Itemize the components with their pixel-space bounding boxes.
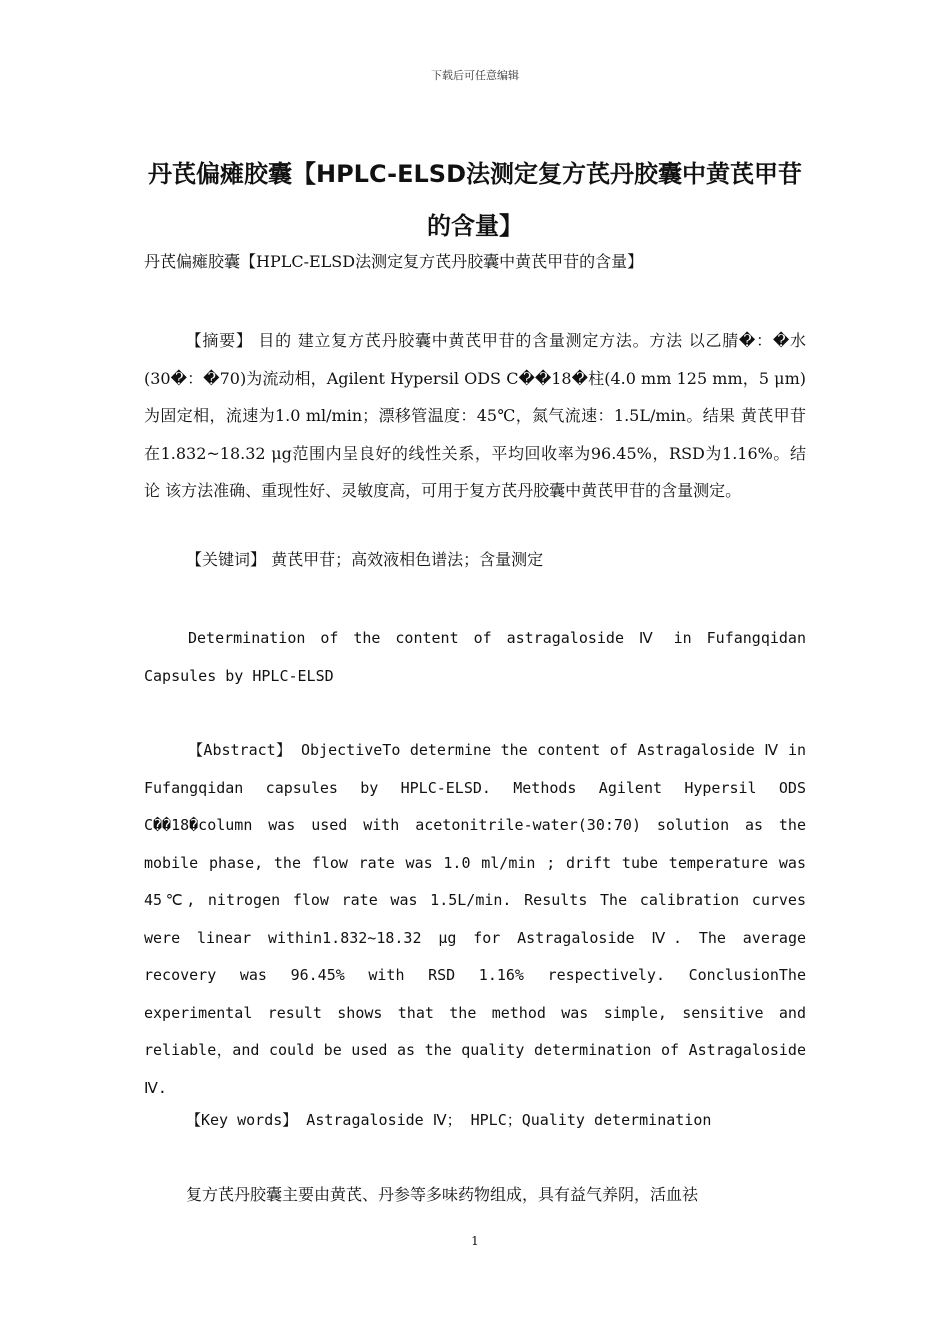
english-abstract-label: 【Abstract】 bbox=[188, 741, 292, 759]
page-number: 1 bbox=[471, 1234, 479, 1248]
chinese-keywords-text: 黄芪甲苷；高效液相色谱法；含量测定 bbox=[266, 550, 544, 569]
body-paragraph: 复方芪丹胶囊主要由黄芪、丹参等多味药物组成，具有益气养阴，活血祛 bbox=[186, 1185, 699, 1204]
english-abstract bbox=[144, 732, 806, 1107]
english-keywords-label: 【Key words】 bbox=[186, 1111, 298, 1129]
chinese-abstract-label: 【摘要】 bbox=[185, 331, 253, 350]
document-subtitle: 丹芪偏瘫胶囊【HPLC-ELSD法测定复方芪丹胶囊中黄芪甲苷的含量】 bbox=[144, 252, 644, 271]
chinese-keywords-label: 【关键词】 bbox=[186, 550, 267, 569]
chinese-abstract bbox=[144, 322, 806, 510]
chinese-abstract-text: 目的 建立复方芪丹胶囊中黄芪甲苷的含量测定方法。方法 以乙腈�：�水(30�：�70)为流动相，Agilent Hypersil ODS C��18�柱(4.0 mm 125 mm，5 μm)为固定相，流速为1.0 ml/min；漂移管温度：45℃，氮气流速：1.5L/min。结果 黄芪甲苷在1.832~18.32 μg范围内呈良好的线性关系，平均回收率为96.45%，RSD为1.16%。结论 该方法准确、重现性好、灵敏度高，可用于复方芪丹胶囊中黄芪甲苷的含量测定。 bbox=[144, 331, 806, 500]
english-abstract-text: ObjectiveTo determine the content of Astragaloside Ⅳ in Fufangqidan capsules by HPLC-ELSD. Methods Agilent Hypersil ODS C��18�column was used with acetonitrile-water(30:70) solution as the mobile phase, the flow rate was 1.0 ml/min ; drift tube temperature was 45℃, nitrogen flow rate was 1.5L/min. Results The calibration curves were linear within1.832~18.32 μg for Astragaloside Ⅳ. The average recovery was 96.45% with RSD 1.16% respectively. ConclusionThe experimental result shows that the method was simple, sensitive and reliable，and could be used as the quality determination of Astragaloside Ⅳ. bbox=[144, 741, 806, 1097]
english-keywords-text: Astragaloside Ⅳ； HPLC；Quality determination bbox=[297, 1111, 712, 1129]
english-keywords bbox=[144, 1105, 806, 1135]
page-header: 下载后可任意编辑 bbox=[431, 69, 519, 82]
document-title: 丹芪偏瘫胶囊【HPLC-ELSD法测定复方芪丹胶囊中黄芪甲苷的含量】 bbox=[148, 160, 802, 240]
english-title: Determination of the content of astragaloside Ⅳ in Fufangqidan Capsules by HPLC-ELSD bbox=[144, 629, 806, 685]
chinese-keywords bbox=[144, 545, 806, 575]
